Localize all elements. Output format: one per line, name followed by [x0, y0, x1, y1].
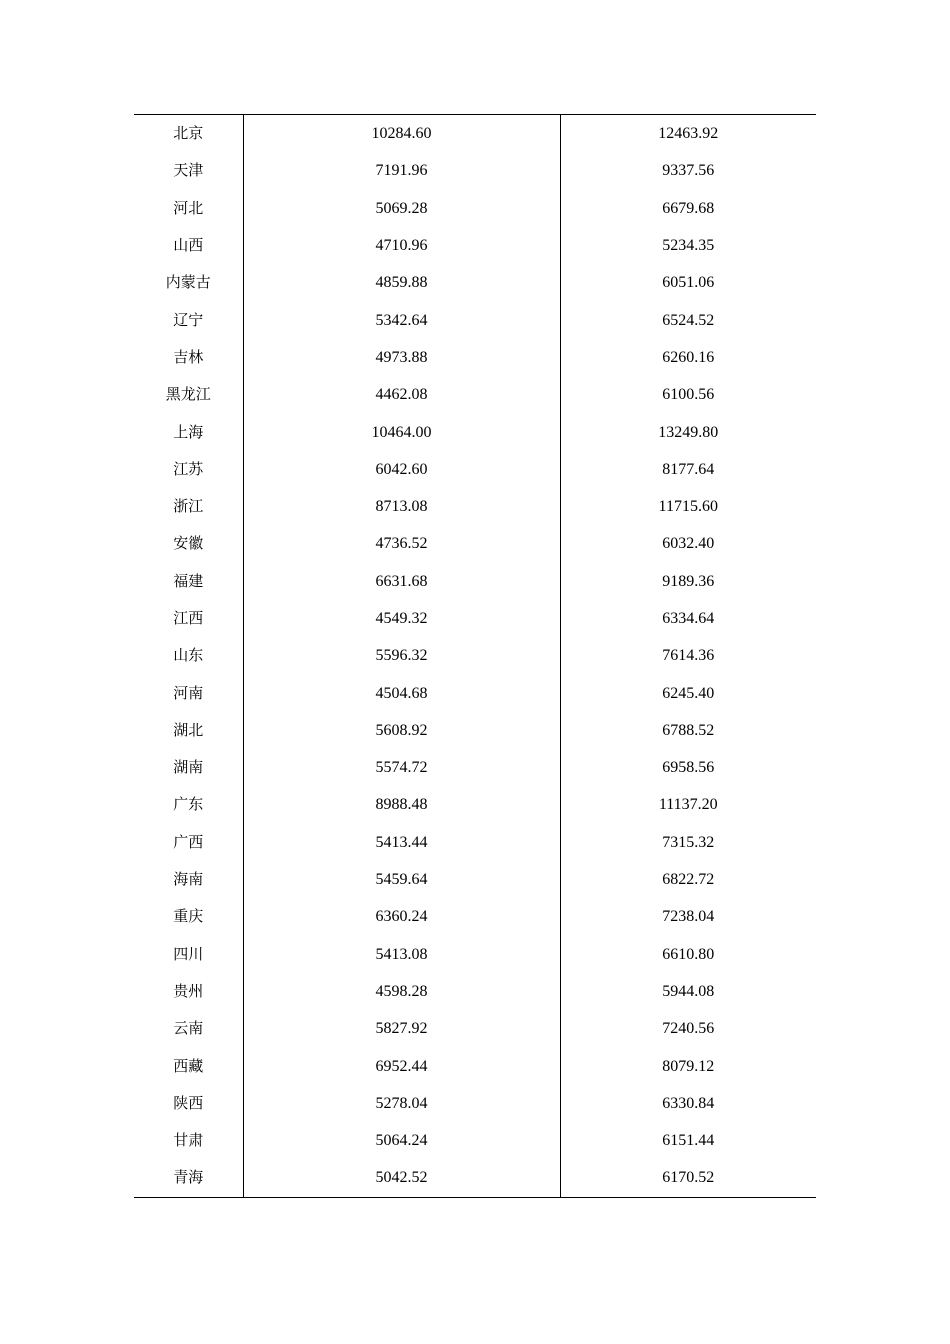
value-1-cell: 6952.44	[243, 1047, 560, 1084]
value-1-cell: 4598.28	[243, 973, 560, 1010]
table-row	[134, 898, 816, 935]
region-name-cell: 重庆	[173, 907, 204, 926]
value-1-cell: 4859.88	[243, 264, 560, 301]
value-2-cell: 6958.56	[662, 759, 715, 777]
value-2-cell: 7240.56	[662, 1020, 715, 1038]
value-2-cell: 6245.40	[662, 684, 715, 702]
value-2-cell: 11137.20	[658, 796, 718, 814]
region-name-cell: 内蒙古	[165, 273, 211, 292]
table-row	[134, 1047, 816, 1084]
table-body	[134, 115, 816, 1198]
value-2-cell: 6524.52	[662, 311, 715, 329]
region-name-cell: 江苏	[173, 459, 204, 478]
value-2-cell: 9189.36	[662, 572, 715, 590]
table-row	[134, 339, 816, 376]
region-data-table	[134, 114, 816, 1198]
value-1-cell: 10284.60	[243, 115, 560, 153]
region-name-cell: 湖南	[173, 758, 204, 777]
table-row	[134, 301, 816, 338]
value-1-cell: 4462.08	[243, 376, 560, 413]
value-2-cell: 11715.60	[658, 498, 718, 516]
value-2-cell: 6330.84	[662, 1094, 715, 1112]
value-2-cell: 6788.52	[662, 721, 715, 739]
table-row	[134, 861, 816, 898]
region-name-cell: 安徽	[173, 534, 204, 553]
region-name-cell: 贵州	[173, 981, 204, 1000]
value-2-cell: 8177.64	[662, 460, 715, 478]
region-name-cell: 山西	[173, 236, 204, 255]
value-2-cell: 12463.92	[658, 125, 719, 143]
region-name-cell: 江西	[173, 609, 204, 627]
value-1-cell: 5413.08	[243, 936, 560, 973]
value-1-cell: 7191.96	[243, 152, 560, 189]
table-row	[134, 488, 816, 525]
region-name-cell: 黑龙江	[165, 385, 211, 404]
value-1-cell: 4736.52	[243, 525, 560, 562]
table-row	[134, 451, 816, 488]
value-1-cell: 5608.92	[243, 712, 560, 749]
value-1-cell: 4973.88	[243, 339, 560, 376]
region-name-cell: 海南	[173, 870, 204, 889]
value-1-cell: 4549.32	[243, 600, 560, 637]
value-2-cell: 13249.80	[658, 423, 719, 441]
table-row	[134, 376, 816, 413]
value-1-cell: 5459.64	[243, 861, 560, 898]
region-name-cell: 四川	[173, 944, 204, 963]
region-name-cell: 河南	[173, 683, 204, 702]
value-2-cell: 6679.68	[662, 199, 715, 217]
table-row	[134, 600, 816, 637]
value-1-cell: 5064.24	[243, 1122, 560, 1159]
region-name-cell: 甘肃	[173, 1131, 204, 1150]
value-1-cell: 5413.44	[243, 824, 560, 861]
value-2-cell: 6822.72	[662, 871, 715, 889]
region-name-cell: 天津	[173, 161, 204, 180]
table-row	[134, 413, 816, 450]
table-row	[134, 525, 816, 562]
table-row	[134, 936, 816, 973]
table-row	[134, 674, 816, 711]
region-name-cell: 福建	[173, 571, 204, 590]
value-2-cell: 7614.36	[662, 647, 715, 665]
table-row	[134, 190, 816, 227]
value-1-cell: 5278.04	[243, 1085, 560, 1122]
value-2-cell: 8079.12	[662, 1057, 715, 1075]
table-row	[134, 152, 816, 189]
region-name-cell: 广东	[173, 795, 204, 814]
value-1-cell: 4504.68	[243, 674, 560, 711]
region-name-cell: 山东	[173, 646, 204, 665]
region-name-cell: 陕西	[173, 1093, 204, 1112]
table-row	[134, 1085, 816, 1122]
value-2-cell: 6170.52	[662, 1169, 715, 1187]
table-row	[134, 712, 816, 749]
table-row	[134, 227, 816, 264]
value-2-cell: 6151.44	[662, 1132, 715, 1150]
region-name-cell: 上海	[173, 422, 204, 441]
table-row	[134, 563, 816, 600]
value-1-cell: 5596.32	[243, 637, 560, 674]
region-name-cell: 湖北	[173, 720, 204, 739]
table-row	[134, 749, 816, 786]
value-1-cell: 5574.72	[243, 749, 560, 786]
value-1-cell: 4710.96	[243, 227, 560, 264]
value-1-cell: 8988.48	[243, 786, 560, 823]
table-row	[134, 264, 816, 301]
value-2-cell: 6260.16	[662, 348, 715, 366]
region-name-cell: 广西	[173, 832, 204, 851]
table-row	[134, 1159, 816, 1197]
region-name-cell: 吉林	[173, 347, 204, 366]
value-1-cell: 5069.28	[243, 190, 560, 227]
value-1-cell: 8713.08	[243, 488, 560, 525]
value-2-cell: 5234.35	[662, 237, 715, 255]
table-row	[134, 637, 816, 674]
table-row	[134, 1122, 816, 1159]
table-row	[134, 115, 816, 153]
table-row	[134, 824, 816, 861]
value-2-cell: 6100.56	[662, 386, 715, 404]
region-name-cell: 北京	[173, 124, 204, 143]
value-2-cell: 5944.08	[662, 982, 715, 1000]
value-1-cell: 5342.64	[243, 301, 560, 338]
region-name-cell: 青海	[173, 1168, 204, 1187]
region-name-cell: 河北	[173, 198, 204, 217]
value-1-cell: 6042.60	[243, 451, 560, 488]
table-row	[134, 786, 816, 823]
value-1-cell: 6360.24	[243, 898, 560, 935]
value-1-cell: 10464.00	[243, 413, 560, 450]
region-name-cell: 辽宁	[173, 310, 204, 329]
region-name-cell: 浙江	[173, 497, 204, 516]
value-2-cell: 6032.40	[662, 535, 715, 553]
table-row	[134, 1010, 816, 1047]
value-2-cell: 6334.64	[662, 610, 715, 627]
value-1-cell: 6631.68	[243, 563, 560, 600]
value-2-cell: 6610.80	[662, 945, 715, 963]
value-2-cell: 9337.56	[662, 162, 715, 180]
value-1-cell: 5042.52	[243, 1159, 560, 1197]
value-1-cell: 5827.92	[243, 1010, 560, 1047]
value-2-cell: 7315.32	[662, 833, 715, 851]
table-row	[134, 973, 816, 1010]
region-name-cell: 云南	[173, 1019, 204, 1038]
value-2-cell: 7238.04	[662, 908, 715, 926]
region-name-cell: 西藏	[173, 1056, 204, 1075]
value-2-cell: 6051.06	[662, 274, 715, 292]
